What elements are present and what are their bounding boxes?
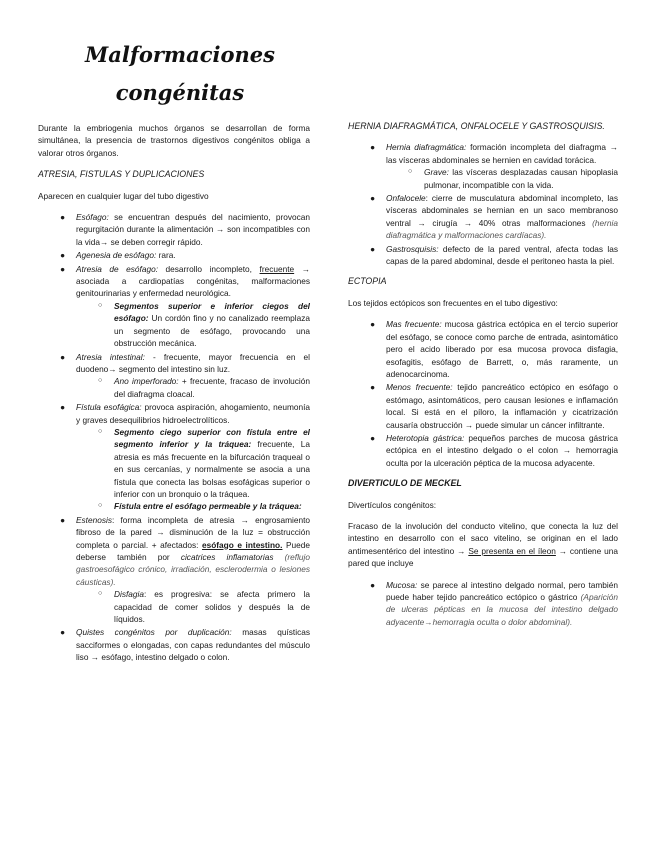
term-gastrosquisis: Gastrosquisis: (386, 243, 439, 254)
list-item-menos-frecuente: ● Menos frecuente: tejido pancreático ectópico en esófago o estómago, asintomáticos, pero causan lesiones e inflamación local. Si está en el píloro, la inflamación y cicatrización causaría obstrucción → puede simular un cáncer infiltrante. (370, 382, 618, 430)
list-item-segmentos: ○ Segmentos superior e inferior ciegos del esófago: Un cordón fino y no canalizado reemplaza un segmento de esófago, provocando una obstrucción mecánica. (98, 300, 310, 349)
term-onfalocele: Onfalocele (386, 193, 426, 204)
text-segmento-ciego: frecuente, La atresia es más frecuente en la bifurcación traqueal o en sus cercanías, y normalmente se asocia a una fístula que conecta las bolsas esofágicas superior o inferior con un bronquio o la tráquea. (114, 439, 310, 499)
text-hernia: formación incompleta del diafragma → las vísceras abdominales se hernien en cavidad torácica. (386, 142, 618, 165)
text-onfalocele: : cierre de musculatura abdominal incompleto, las vísceras abdominales se hernian en un saco membranoso ventral → cirugía → 40% otras malformaciones (386, 193, 618, 228)
text-ano: + frecuente, fracaso de involución del diafragma cloacal. (114, 376, 310, 399)
section-meckel-heading: DIVERTICULO DE MECKEL (348, 478, 462, 489)
text-meckel-underline: Se presenta en el íleon (468, 545, 556, 556)
term-quistes: Quistes congénitos por duplicación: (76, 627, 232, 638)
list-item-heterotopia: ● Heterotopia gástrica: pequeños parches de mucosa gástrica ectópica en el intestino delgado o el colon → hemorragia oculta por la ulceración péptica de la mucosa adyacente. (370, 432, 618, 468)
meckel-list (348, 579, 618, 629)
term-atresia-intestinal: Atresia intestinal: (76, 351, 145, 362)
term-mas-frecuente: Mas frecuente: (386, 319, 442, 330)
list-item-disfagia: ○ Disfagia: es progresiva: se afecta primero la capacidad de comer solidos y después la de líquidos. (98, 589, 310, 625)
list-item-atresia-esofago: ● Atresia de esófago: desarrollo incompleto, frecuente → asociada a cardiopatías congénitas, malformaciones genitourinarias y enfermedad neurológica. ○ Segmentos superior e inferior ciegos del esófago: Un cordón fino y no canalizado reemplaza un segmento de esófago, provocando una obstrucción mecánica. (60, 263, 310, 349)
list-item-estenosis: ● Estenosis: forma incompleta de atresia → engrosamiento fibroso de la pared → disminución de la luz = obstrucción completa o parcial. + afectados: esófago e intestino. Puede deberse también por cicatrices inflamatorias (reflujo gastroesofágico crónico, irradiación, esclerodermia o lesiones cáusticas). ○ Disfagia: es progresiva: se afecta primero la capacidad de comer solidos y después la de líquidos. (60, 514, 310, 625)
term-fistula: Fístula esofágica: (76, 402, 142, 413)
section-hernia-heading: HERNIA DIAFRAGMÁTICA, ONFALOCELE Y GASTROSQUISIS. (348, 121, 605, 131)
hernia-list (348, 141, 618, 267)
term-ano: Ano imperforado: (114, 376, 179, 387)
list-item-fistula-permeable: ○ Fístula entre el esófago permeable y la tráquea: (98, 501, 302, 512)
text-quistes: masas quísticas sacciformes o elongadas, con capas redundantes del músculo liso → esófago, intestino delgado o colon. (76, 627, 310, 663)
term-mucosa: Mucosa: (386, 579, 418, 590)
term-segmento-ciego: Segmento ciego superior con fístula entre el segmento inferior y la tráquea: (114, 426, 310, 450)
intro-paragraph: Durante la embriogenia muchos órganos se desarrollan de forma simultánea, la presencia de trastornos digestivos congénitos obliga a valorar otros órganos. (38, 123, 310, 158)
list-item-gastrosquisis: ● Gastrosquisis: defecto de la pared ventral, afecta todas las capas de la pared abdominal, desde el peritoneo hasta la piel. (370, 243, 618, 267)
text-grave: las vísceras desplazadas causan hipoplasia pulmonar, incompatible con la vida. (424, 167, 618, 190)
list-item-mas-frecuente: ● Mas frecuente: mucosa gástrica ectópica en el tercio superior del esófago, se conoce como parche de entrada, asintomático pero el acido liberado por esa mucosa provoca disfagia, esofagitis, esófago de Barrett, o, más raramente, un adenocarcinoma. (370, 319, 618, 379)
text-mas-frecuente: mucosa gástrica ectópica en el tercio superior del esófago, se conoce como parche de entrada, asintomático pero el acido liberado por esa mucosa provoca disfagia, esofagitis, esófago de Barrett, o, más raramente, un adenocarcinoma. (386, 319, 618, 379)
page-title (60, 36, 300, 112)
text-meckel-b: → contiene una pared que incluye (348, 545, 618, 569)
text-gastrosquisis: defecto de la pared ventral, afecta todas las capas de la pared abdominal, desde el peritoneo hasta la piel. (386, 243, 618, 267)
term-estenosis: Estenosis (76, 514, 112, 525)
text-mucosa-ref: (Aparición de ulceras pépticas en la mucosa del intestino delgado adyacente→hemorragia oculta o dolor abdominal). (386, 592, 618, 627)
list-item-mucosa: ● Mucosa: se parece al intestino delgado normal, pero también puede haber tejido pancreático ectópico o gástrico (Aparición de ulceras pépticas en la mucosa del intestino delgado adyacente→hemorragia oculta o dolor abdominal). (370, 579, 618, 627)
list-item-fistula: ● Fístula esofágica: provoca aspiración, ahogamiento, neumonía y graves desequilibrios hidroelectrolíticos. ○ Segmento ciego superior con fístula entre el segmento inferior y la tráquea: frecuente, La atresia es más frecuente en la bifurcación traqueal o en sus cercanías, y normalmente se asocia a una fístula que conecta las bolsas esofágicas superior o inferior con un bronquio o la tráquea. ○ Fístula entre el esófago permeable y la tráquea: (60, 402, 311, 512)
text-onfalocele-ref: (hernia diafragmática y malformaciones cardíacas). (386, 217, 618, 241)
term-disfagia: Disfagia (114, 589, 144, 600)
text-agenesia: rara. (156, 250, 176, 261)
left-column (38, 122, 310, 672)
text-estenosis-ref: (reflujo gastroesofágico crónico, irradiación, esclerodermia o lesiones cáusticas). (76, 552, 310, 587)
text-mucosa: se parece al intestino delgado normal, pero también puede haber tejido pancreático ectópico o gástrico (386, 579, 618, 602)
title-line-1: Malformaciones (85, 42, 275, 67)
term-atresia-esofago: Atresia de esófago: (76, 263, 158, 274)
list-item-hernia: ● Hernia diafragmática: formación incompleta del diafragma → las vísceras abdominales se hernien en cavidad torácica. ○ Grave: las vísceras desplazadas causan hipoplasia pulmonar, incompatible con la vida. (370, 142, 618, 190)
title-line-2: congénitas (115, 80, 245, 105)
list-item-ano: ○ Ano imperforado: + frecuente, fracaso de involución del diafragma cloacal. (98, 376, 310, 399)
text-estenosis-italic: cicatrices inflamatorias (180, 552, 274, 562)
text-estenosis-a: : forma incompleta de atresia → engrosamiento fibroso de la pared → disminución de la luz = obstrucción completa o parcial. + afectados: (76, 514, 310, 550)
text-atresia-intestinal: - frecuente, mayor frecuencia en el duodeno→ segmento del intestino sin luz. (76, 351, 310, 374)
list-item-grave: ○ Grave: las vísceras desplazadas causan hipoplasia pulmonar, incompatible con la vida. (408, 167, 618, 190)
list-item-agenesia: ● Agenesia de esófago: rara. (60, 250, 176, 261)
list-item-segmento-ciego: ○ Segmento ciego superior con fístula entre el segmento inferior y la tráquea: frecuente, La atresia es más frecuente en la bifurcación traqueal o en sus cercanías, y normalmente se asocia a una fístula que conecta las bolsas esofágicas superior o inferior con un bronquio o la tráquea. (98, 426, 310, 499)
atresia-list (38, 211, 310, 664)
text-disfagia: : es progresiva: se afecta primero la capacidad de comer solidos y después la de líquidos. (114, 589, 310, 625)
meckel-paragraph (348, 520, 618, 570)
term-menos-frecuente: Menos frecuente: (386, 382, 453, 393)
list-item-esofago: ● Esófago: se encuentran después del nacimiento, provocan regurgitación durante la alimentación → son incompatibles con la vida→ se deben corregir rápido. (60, 212, 310, 247)
meckel-subtitle: Divertículos congénitos: (348, 499, 437, 510)
section-atresia-heading: ATRESIA, FISTULAS Y DUPLICACIONES (38, 169, 205, 180)
text-estenosis-b: Puede deberse también por (76, 539, 310, 562)
text-estenosis-underline: esófago e intestino. (202, 539, 283, 550)
ectopia-intro: Los tejidos ectópicos son frecuentes en el tubo digestivo: (348, 297, 558, 308)
text-segmentos: Un cordón fino y no canalizado reemplaza un segmento de esófago, provocando una obstrucción mecánica. (114, 313, 310, 349)
ectopia-list (348, 318, 618, 469)
section-atresia-subtitle: Aparecen en cualquier lugar del tubo digestivo (38, 190, 209, 201)
section-ectopia-heading: ECTOPIA (348, 276, 387, 287)
term-agenesia: Agenesia de esófago: (76, 250, 157, 261)
text-meckel-a: Fracaso de la involución del conducto vitelino, que conecta la luz del intestino en desarrollo con el saco vitelino, se originan en el lado antimesentérico del intestino → (348, 520, 618, 556)
text-atresia-a: desarrollo incompleto, (158, 263, 260, 274)
text-fistula: provoca aspiración, ahogamiento, neumonía y graves desequilibrios hidroelectrolíticos. (76, 402, 311, 425)
text-atresia-underline: frecuente (259, 263, 295, 274)
text-menos-frecuente: tejido pancreático ectópico en esófago o estómago, asintomáticos, pero causan lesiones e inflamación local. Si está en el píloro, la inflamación y cicatrización causaría obstrucción → puede simular un cáncer infiltrante. (386, 382, 618, 430)
term-segmentos: Segmentos superior e inferior ciegos del esófago: (114, 300, 310, 324)
text-atresia-b: → asociada a cardiopatías congénitas, malformaciones genitourinarias y enfermedad neurológica. (76, 263, 310, 299)
text-esofago: se encuentran después del nacimiento, provocan regurgitación durante la alimentación → son incompatibles con la vida→ se deben corregir rápido. (76, 212, 310, 247)
list-item-atresia-intestinal: ● Atresia intestinal: - frecuente, mayor frecuencia en el duodeno→ segmento del intestino sin luz. ○ Ano imperforado: + frecuente, fracaso de involución del diafragma cloacal. (60, 351, 310, 399)
term-hernia: Hernia diafragmática: (386, 142, 467, 153)
term-fistula-permeable: Fístula entre el esófago permeable y la tráquea: (114, 501, 302, 512)
list-item-quistes: ● Quistes congénitos por duplicación: masas quísticas sacciformes o elongadas, con capas redundantes del músculo liso → esófago, intestino delgado o colon. (60, 627, 310, 663)
term-esofago: Esófago: (76, 212, 109, 223)
right-column (348, 120, 618, 636)
term-grave: Grave: (424, 167, 449, 178)
text-heterotopia: pequeños parches de mucosa gástrica ectópica en el intestino delgado o el colon → hemorragia oculta por la ulceración péptica de la mucosa adyacente. (386, 432, 618, 468)
list-item-onfalocele: ● Onfalocele: cierre de musculatura abdominal incompleto, las vísceras abdominales se hernian en un saco membranoso ventral → cirugía → 40% otras malformaciones (hernia diafragmática y malformaciones cardíacas). (370, 193, 618, 241)
term-heterotopia: Heterotopia gástrica: (386, 432, 465, 443)
